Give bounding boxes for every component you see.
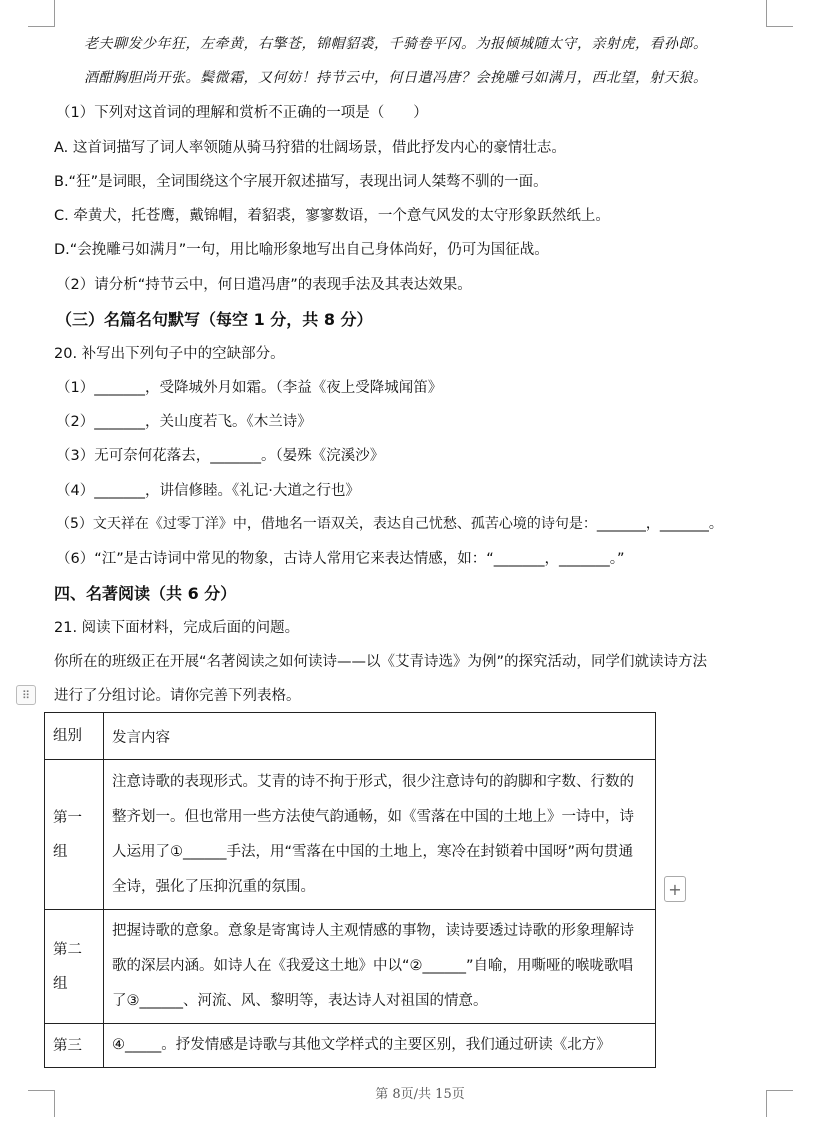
- discussion-table: [44, 712, 656, 1068]
- question-20: 20. 补写出下列句子中的空缺部分。: [54, 346, 285, 362]
- content-cell: ④_____。抒发情感是诗歌与其他文学样式的主要区别，我们通过研读《北方》: [104, 1024, 656, 1068]
- group-cell: 第三: [45, 1024, 104, 1068]
- section-3-title: （三）名篇名句默写（每空 1 分，共 8 分）: [56, 310, 373, 329]
- table-row: [45, 910, 656, 1024]
- intro-line-2: 进行了分组讨论。请你完善下列表格。: [54, 688, 301, 704]
- page-footer: 第 8页/共 15页: [375, 1087, 465, 1102]
- group-cell: 第一组: [45, 760, 104, 910]
- fill-item-4: （4）_______，讲信修睦。《礼记·大道之行也》: [56, 483, 360, 499]
- section-4-title: 四、名著阅读（共 6 分）: [54, 584, 237, 603]
- option-c: C. 牵黄犬，托苍鹰，戴锦帽，着貂裘，寥寥数语，一个意气风发的太守形象跃然纸上。: [54, 208, 610, 224]
- poem-line-2: 酒酣胸胆尚开张。鬓微霜，又何妨！持节云中，何日遣冯唐？会挽雕弓如满月，西北望，射天狼。: [84, 70, 708, 86]
- table-drag-handle-icon[interactable]: ⠿: [16, 685, 36, 705]
- option-d: D.“会挽雕弓如满月”一句，用比喻形象地写出自己身体尚好，仍可为国征战。: [54, 242, 549, 258]
- crop-mark-top-left: [28, 0, 55, 27]
- option-b: B.“狂”是词眼，全词围绕这个字展开叙述描写，表现出词人桀骜不驯的一面。: [54, 174, 548, 190]
- content-cell: 注意诗歌的表现形式。艾青的诗不拘于形式，很少注意诗句的韵脚和字数、行数的整齐划一。但也常用一些方法使气韵通畅，如《雪落在中国的土地上》一诗中，诗人运用了①______手法，用“雪落在中国的土地上，寒冷在封锁着中国呀”两句贯通全诗，强化了压抑沉重的氛围。: [104, 760, 656, 910]
- header-content-cell: 发言内容: [104, 713, 656, 760]
- option-a: A. 这首词描写了词人率领随从骑马狩猎的壮阔场景，借此抒发内心的豪情壮志。: [54, 140, 566, 156]
- poem-line-1: 老夫聊发少年狂，左牵黄，右擎苍，锦帽貂裘，千骑卷平冈。为报倾城随太守，亲射虎，看孙郎。: [84, 36, 708, 52]
- content-cell: 把握诗歌的意象。意象是寄寓诗人主观情感的事物，读诗要透过诗歌的形象理解诗歌的深层内涵。如诗人在《我爱这土地》中以“②______”自喻，用嘶哑的喉咙歌唱了③______、河流、风、黎明等，表达诗人对祖国的情意。: [104, 910, 656, 1024]
- add-row-plus-icon[interactable]: +: [664, 876, 686, 902]
- group-cell: 第二组: [45, 910, 104, 1024]
- fill-item-5: （5）文天祥在《过零丁洋》中，借地名一语双关，表达自己忧愁、孤苦心境的诗句是：_______，_______。: [56, 516, 723, 532]
- question-21: 21. 阅读下面材料，完成后面的问题。: [54, 620, 300, 636]
- table-header-row: [45, 713, 656, 760]
- fill-item-6: （6）“江”是古诗词中常见的物象，古诗人常用它来表达情感，如：“_______，_______。”: [56, 551, 625, 567]
- table-row: [45, 1024, 656, 1068]
- question-19-part-2: （2）请分析“持节云中，何日遣冯唐”的表现手法及其表达效果。: [56, 277, 472, 293]
- intro-line-1: 你所在的班级正在开展“名著阅读之如何读诗——以《艾青诗选》为例”的探究活动，同学们就读诗方法: [54, 654, 708, 670]
- question-19-part-1: （1）下列对这首词的理解和赏析不正确的一项是（ ）: [56, 105, 428, 121]
- fill-item-2: （2）_______，关山度若飞。《木兰诗》: [56, 414, 312, 430]
- fill-item-3: （3）无可奈何花落去，_______。（晏殊《浣溪沙》: [56, 448, 385, 464]
- crop-mark-top-right: [766, 0, 793, 27]
- header-group-cell: 组别: [45, 713, 104, 760]
- fill-item-1: （1）_______，受降城外月如霜。（李益《夜上受降城闻笛》: [56, 380, 443, 396]
- table-row: [45, 760, 656, 910]
